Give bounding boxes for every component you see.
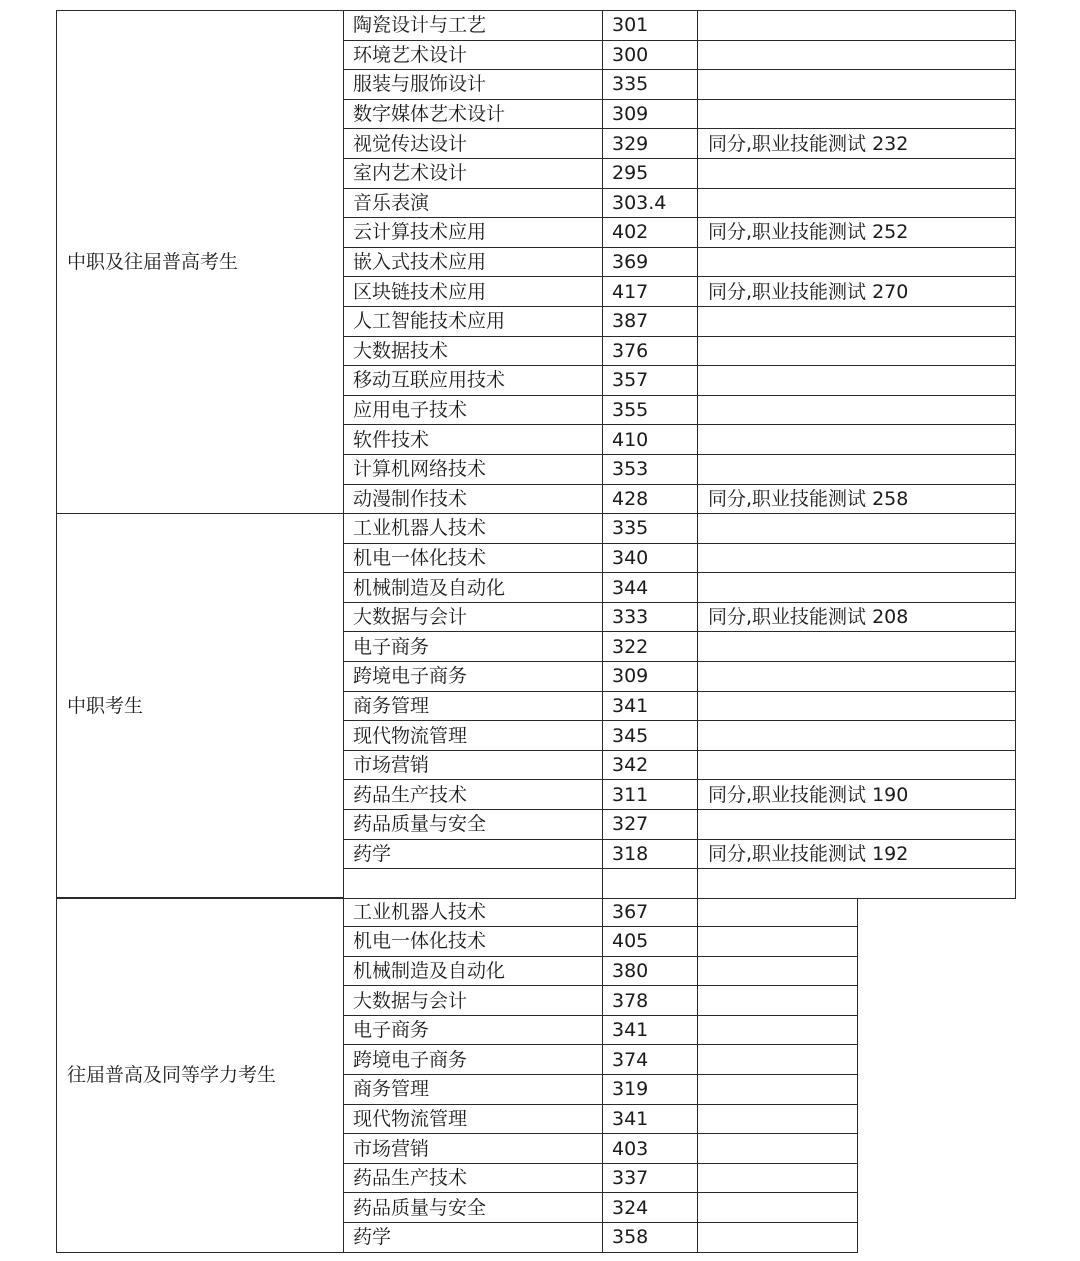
major-cell (344, 869, 603, 899)
score-cell: 333 (603, 602, 698, 632)
note-cell (698, 956, 858, 986)
score-cell: 311 (603, 780, 698, 810)
score-cell: 405 (603, 927, 698, 957)
major-cell: 电子商务 (344, 1015, 603, 1045)
major-cell: 市场营销 (344, 750, 603, 780)
major-cell: 音乐表演 (344, 188, 603, 218)
major-cell: 云计算技术应用 (344, 218, 603, 248)
note-cell (698, 691, 1016, 721)
major-cell: 动漫制作技术 (344, 484, 603, 514)
note-cell (698, 1223, 858, 1253)
score-cell: 357 (603, 366, 698, 396)
score-cell: 341 (603, 1015, 698, 1045)
score-cell: 403 (603, 1134, 698, 1164)
score-cell: 335 (603, 70, 698, 100)
major-cell: 移动互联应用技术 (344, 366, 603, 396)
note-cell: 同分,职业技能测试 208 (698, 602, 1016, 632)
score-cell: 428 (603, 484, 698, 514)
group-label: 中职考生 (57, 514, 344, 899)
note-cell (698, 70, 1016, 100)
score-cell: 342 (603, 750, 698, 780)
score-cell: 380 (603, 956, 698, 986)
major-cell: 工业机器人技术 (344, 898, 603, 927)
note-cell: 同分,职业技能测试 232 (698, 129, 1016, 159)
score-cell: 374 (603, 1045, 698, 1075)
major-cell: 药品质量与安全 (344, 810, 603, 840)
major-cell: 大数据技术 (344, 336, 603, 366)
score-cell: 322 (603, 632, 698, 662)
note-cell (698, 40, 1016, 70)
major-cell: 数字媒体艺术设计 (344, 99, 603, 129)
score-cell: 358 (603, 1223, 698, 1253)
major-cell: 药学 (344, 1223, 603, 1253)
score-cell: 387 (603, 306, 698, 336)
note-cell (698, 366, 1016, 396)
note-cell (698, 306, 1016, 336)
note-cell (698, 158, 1016, 188)
note-cell (698, 425, 1016, 455)
note-cell (698, 1075, 858, 1105)
note-cell: 同分,职业技能测试 252 (698, 218, 1016, 248)
major-cell: 现代物流管理 (344, 721, 603, 751)
score-cell: 345 (603, 721, 698, 751)
score-cell: 303.4 (603, 188, 698, 218)
score-cell: 378 (603, 986, 698, 1016)
major-cell: 环境艺术设计 (344, 40, 603, 70)
note-cell (698, 898, 858, 927)
major-cell: 商务管理 (344, 691, 603, 721)
major-cell: 电子商务 (344, 632, 603, 662)
major-cell: 跨境电子商务 (344, 1045, 603, 1075)
note-cell (698, 750, 1016, 780)
major-cell: 机电一体化技术 (344, 543, 603, 573)
major-cell: 服装与服饰设计 (344, 70, 603, 100)
major-cell: 陶瓷设计与工艺 (344, 11, 603, 41)
note-cell (698, 810, 1016, 840)
score-cell: 402 (603, 218, 698, 248)
score-cell: 309 (603, 662, 698, 692)
note-cell (698, 454, 1016, 484)
score-table-lower (56, 897, 858, 1253)
note-cell: 同分,职业技能测试 258 (698, 484, 1016, 514)
score-cell: 376 (603, 336, 698, 366)
score-cell: 295 (603, 158, 698, 188)
major-cell: 跨境电子商务 (344, 662, 603, 692)
note-cell (698, 869, 1016, 899)
score-cell: 327 (603, 810, 698, 840)
table-row (57, 898, 858, 927)
note-cell (698, 1045, 858, 1075)
group-label: 往届普高及同等学力考生 (57, 898, 344, 1253)
note-cell (698, 395, 1016, 425)
score-cell: 341 (603, 1104, 698, 1134)
score-cell: 300 (603, 40, 698, 70)
score-cell: 318 (603, 839, 698, 869)
score-cell: 344 (603, 573, 698, 603)
note-cell (698, 1193, 858, 1223)
note-cell (698, 632, 1016, 662)
major-cell: 人工智能技术应用 (344, 306, 603, 336)
score-cell: 340 (603, 543, 698, 573)
note-cell (698, 986, 858, 1016)
score-cell: 335 (603, 514, 698, 544)
note-cell (698, 336, 1016, 366)
score-cell: 353 (603, 454, 698, 484)
score-cell: 410 (603, 425, 698, 455)
score-cell: 319 (603, 1075, 698, 1105)
major-cell: 机械制造及自动化 (344, 956, 603, 986)
major-cell: 药学 (344, 839, 603, 869)
note-cell: 同分,职业技能测试 192 (698, 839, 1016, 869)
major-cell: 室内艺术设计 (344, 158, 603, 188)
major-cell: 视觉传达设计 (344, 129, 603, 159)
table-row (57, 514, 1016, 544)
major-cell: 商务管理 (344, 1075, 603, 1105)
note-cell (698, 721, 1016, 751)
score-cell: 367 (603, 898, 698, 927)
score-cell: 301 (603, 11, 698, 41)
score-table-upper (56, 10, 1016, 899)
note-cell: 同分,职业技能测试 270 (698, 277, 1016, 307)
score-cell: 324 (603, 1193, 698, 1223)
score-cell: 309 (603, 99, 698, 129)
score-cell: 369 (603, 247, 698, 277)
table-row (57, 11, 1016, 41)
note-cell (698, 1015, 858, 1045)
major-cell: 计算机网络技术 (344, 454, 603, 484)
note-cell: 同分,职业技能测试 190 (698, 780, 1016, 810)
score-cell (603, 869, 698, 899)
score-cell: 337 (603, 1163, 698, 1193)
note-cell (698, 927, 858, 957)
major-cell: 药品质量与安全 (344, 1193, 603, 1223)
note-cell (698, 573, 1016, 603)
score-cell: 341 (603, 691, 698, 721)
major-cell: 药品生产技术 (344, 780, 603, 810)
major-cell: 工业机器人技术 (344, 514, 603, 544)
note-cell (698, 662, 1016, 692)
note-cell (698, 1104, 858, 1134)
score-cell: 355 (603, 395, 698, 425)
major-cell: 市场营销 (344, 1134, 603, 1164)
score-cell: 329 (603, 129, 698, 159)
score-cell: 417 (603, 277, 698, 307)
major-cell: 应用电子技术 (344, 395, 603, 425)
note-cell (698, 1163, 858, 1193)
note-cell (698, 247, 1016, 277)
note-cell (698, 188, 1016, 218)
note-cell (698, 99, 1016, 129)
note-cell (698, 543, 1016, 573)
major-cell: 机械制造及自动化 (344, 573, 603, 603)
major-cell: 机电一体化技术 (344, 927, 603, 957)
major-cell: 大数据与会计 (344, 986, 603, 1016)
major-cell: 现代物流管理 (344, 1104, 603, 1134)
major-cell: 嵌入式技术应用 (344, 247, 603, 277)
major-cell: 药品生产技术 (344, 1163, 603, 1193)
group-label: 中职及往届普高考生 (57, 11, 344, 514)
note-cell (698, 11, 1016, 41)
note-cell (698, 1134, 858, 1164)
major-cell: 软件技术 (344, 425, 603, 455)
note-cell (698, 514, 1016, 544)
major-cell: 大数据与会计 (344, 602, 603, 632)
major-cell: 区块链技术应用 (344, 277, 603, 307)
